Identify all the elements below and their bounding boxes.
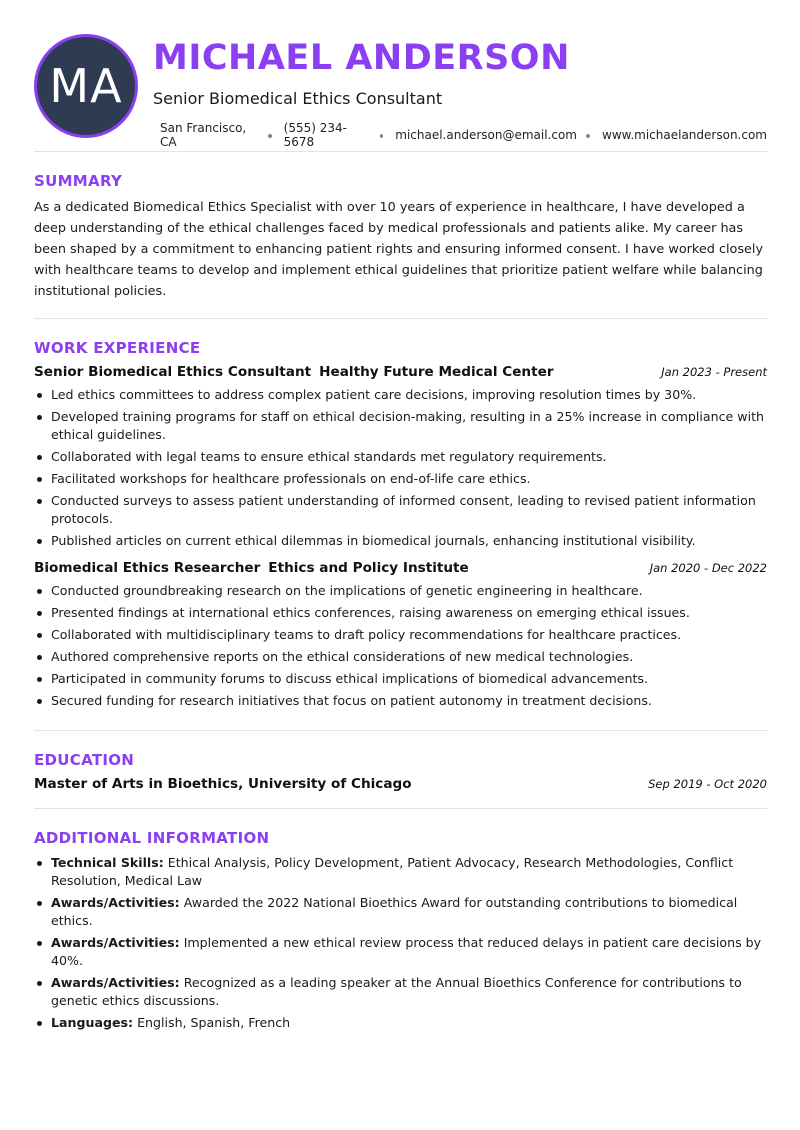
item-text: Implemented a new ethical review process that reduced delays in patient care decisions by 40%. [51,935,762,968]
list-item: Conducted groundbreaking research on the implications of genetic engineering in healthcare. [34,582,767,600]
list-item [34,974,767,1010]
item-text: Recognized as a leading speaker at the Annual Bioethics Conference for contributions to genetic ethics discussions. [51,975,742,1008]
experience-section [34,319,767,730]
section-title-summary: SUMMARY [34,172,123,190]
job-bullets [34,582,767,710]
section-title-education: EDUCATION [34,751,135,769]
job-entry [34,364,767,550]
list-item: Led ethics committees to address complex patient care decisions, improving resolution times by 30%. [34,386,767,404]
list-item [34,854,767,890]
resume-header [34,34,767,151]
list-item: Published articles on current ethical dilemmas in biomedical journals, enhancing institutional visibility. [34,532,767,550]
separator-dot-icon [380,134,384,138]
contact-phone: (555) 234-5678 [284,121,396,149]
summary-section [34,152,767,318]
item-label: Languages: [51,1015,134,1030]
job-date: Jan 2023 - Present [661,365,767,379]
education-section [34,731,767,808]
job-header [34,364,767,380]
list-item: Presented findings at international ethics conferences, raising awareness on emerging ethical issues. [34,604,767,622]
list-item: Conducted surveys to assess patient understanding of informed consent, leading to revised patient information protocols. [34,492,767,528]
list-item [34,934,767,970]
item-text: Ethical Analysis, Policy Development, Patient Advocacy, Research Methodologies, Conflict Resolution, Medical Law [51,855,734,888]
section-title-additional: ADDITIONAL INFORMATION [34,829,270,847]
list-item: Secured funding for research initiatives that focus on patient autonomy in treatment decisions. [34,692,767,710]
job-organization: Ethics and Policy Institute [268,560,469,576]
job-header [34,560,767,576]
separator-dot-icon [268,134,272,138]
item-text: Awarded the 2022 National Bioethics Award for outstanding contributions to biomedical ethics. [51,895,738,928]
resume-page [34,34,767,1052]
contact-email[interactable]: michael.anderson@email.com [395,121,602,149]
item-label: Awards/Activities: [51,935,180,950]
job-date: Jan 2020 - Dec 2022 [649,561,767,575]
contact-website[interactable]: www.michaelanderson.com [602,128,767,142]
contact-location: San Francisco, CA [160,121,284,149]
job-title: Senior Biomedical Ethics Consultant Healthy Future Medical Center [34,364,554,380]
list-item: Participated in community forums to discuss ethical implications of biomedical advancements. [34,670,767,688]
section-title-experience: WORK EXPERIENCE [34,339,201,357]
candidate-name: MICHAEL ANDERSON [153,38,570,78]
list-item [34,894,767,930]
additional-section [34,809,767,1052]
list-item: Authored comprehensive reports on the ethical considerations of new medical technologies. [34,648,767,666]
item-text: English, Spanish, French [137,1015,291,1030]
avatar [34,34,138,138]
item-label: Technical Skills: [51,855,164,870]
job-bullets [34,386,767,550]
education-degree: Master of Arts in Bioethics, University of Chicago [34,776,412,792]
candidate-role: Senior Biomedical Ethics Consultant [153,89,443,108]
item-label: Awards/Activities: [51,975,180,990]
list-item: Collaborated with multidisciplinary teams to draft policy recommendations for healthcare practices. [34,626,767,644]
job-entry [34,560,767,710]
separator-dot-icon [586,134,590,138]
list-item: Facilitated workshops for healthcare professionals on end-of-life care ethics. [34,470,767,488]
avatar-initials: MA [49,59,123,113]
summary-text: As a dedicated Biomedical Ethics Specialist with over 10 years of experience in healthcare, I have developed a deep understanding of the ethical challenges faced by medical professionals and patients alike. My career has been shaped by a commitment to enhancing patient rights and ensuring informed consent. I have worked closely with healthcare teams to develop and implement ethical guidelines that prioritize patient welfare while balancing institutional policies. [34,200,764,299]
list-item: Collaborated with legal teams to ensure ethical standards met regulatory requirements. [34,448,767,466]
education-entry [34,776,767,792]
contact-line [160,121,767,149]
education-date: Sep 2019 - Oct 2020 [648,777,767,791]
list-item: Developed training programs for staff on ethical decision-making, resulting in a 25% increase in compliance with ethical guidelines. [34,408,767,444]
additional-list [34,854,767,1032]
job-title: Biomedical Ethics Researcher Ethics and Policy Institute [34,560,469,576]
list-item [34,1014,767,1032]
item-label: Awards/Activities: [51,895,180,910]
job-organization: Healthy Future Medical Center [319,364,554,380]
